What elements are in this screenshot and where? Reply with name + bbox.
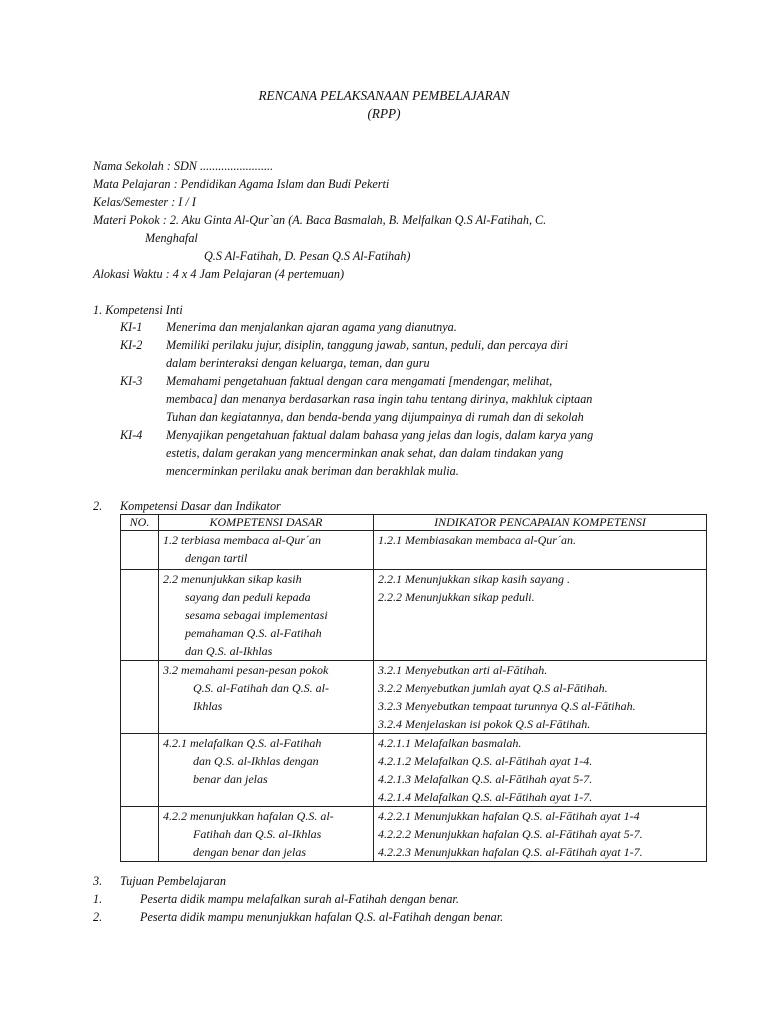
cell-line: 3.2.3 Menyebutkan tempaat turunnya Q.S al-Fātihah.: [378, 699, 636, 713]
row-number: [121, 570, 159, 661]
cell-line: 4.2.1 melafalkan Q.S. al-Fatihah: [163, 736, 322, 750]
cell-line: dengan benar dan jelas: [193, 845, 306, 859]
cell-line: dan Q.S. al-Ikhlas dengan: [193, 754, 319, 768]
basic-competence-cell: [159, 734, 374, 807]
competence-table: [120, 514, 707, 862]
cell-line: 4.2.2.1 Menunjukkan hafalan Q.S. al-Fātihah ayat 1-4: [378, 809, 640, 823]
row-number: [121, 807, 159, 862]
section-number: 2.: [93, 499, 103, 513]
cell-line: 4.2.1.3 Melafalkan Q.S. al-Fātihah ayat 5-7.: [378, 772, 593, 786]
cell-line: Fatihah dan Q.S. al-Ikhlas: [193, 827, 322, 841]
cell-line: 2.2.1 Menunjukkan sikap kasih sayang .: [378, 572, 570, 586]
indicator-cell: [374, 807, 707, 862]
row-number: [121, 531, 159, 570]
ki-code: KI-2: [120, 338, 143, 352]
ki-code: KI-4: [120, 428, 143, 442]
cell-line: 2.2.2 Menunjukkan sikap peduli.: [378, 590, 535, 604]
cell-line: 4.2.1.4 Melafalkan Q.S. al-Fātihah ayat 1-7.: [378, 790, 593, 804]
class-semester: Kelas/Semester : I / I: [93, 195, 196, 209]
indicator-cell: [374, 734, 707, 807]
column-header: INDIKATOR PENCAPAIAN KOMPETENSI: [374, 515, 707, 531]
cell-line: 4.2.2 menunjukkan hafalan Q.S. al-: [163, 809, 334, 823]
cell-line: 1.2.1 Membiasakan membaca al-Qur´an.: [378, 533, 576, 547]
cell-line: 3.2.2 Menyebutkan jumlah ayat Q.S al-Fātihah.: [378, 681, 608, 695]
cell-line: 3.2.1 Menyebutkan arti al-Fātihah.: [378, 663, 548, 677]
ki-text: Menyajikan pengetahuan faktual dalam bahasa yang jelas dan logis, dalam karya yang: [166, 428, 594, 442]
ki-text: membaca] dan menanya berdasarkan rasa ingin tahu tentang dirinya, makhluk ciptaan: [166, 392, 593, 406]
indicator-cell: [374, 531, 707, 570]
ki-text: Memahami pengetahuan faktual dengan cara mengamati [mendengar, melihat,: [166, 374, 553, 388]
table-row: [121, 734, 707, 807]
ki-text: Menerima dan menjalankan ajaran agama yang dianutnya.: [166, 320, 457, 334]
cell-line: 4.2.2.3 Menunjukkan hafalan Q.S. al-Fātihah ayat 1-7.: [378, 845, 643, 859]
cell-line: 1.2 terbiasa membaca al-Qur´an: [163, 533, 321, 547]
section-number: 3.: [93, 874, 103, 888]
cell-line: 3.2.4 Menjelaskan isi pokok Q.S al-Fātihah.: [378, 717, 591, 731]
basic-competence-cell: [159, 570, 374, 661]
cell-line: dan Q.S. al-Ikhlas: [185, 644, 273, 658]
table-header-row: [121, 515, 707, 531]
column-header: KOMPETENSI DASAR: [159, 515, 374, 531]
cell-line: 4.2.1.2 Melafalkan Q.S. al-Fātihah ayat 1-4.: [378, 754, 593, 768]
goal-text: Peserta didik mampu menunjukkan hafalan Q.S. al-Fatihah dengan benar.: [140, 910, 504, 924]
table-row: [121, 807, 707, 862]
table-row: [121, 531, 707, 570]
basic-competence-cell: [159, 531, 374, 570]
cell-line: 4.2.2.2 Menunjukkan hafalan Q.S. al-Fātihah ayat 5-7.: [378, 827, 643, 841]
indicator-cell: [374, 570, 707, 661]
time-allocation: Alokasi Waktu : 4 x 4 Jam Pelajaran (4 pertemuan): [93, 267, 345, 281]
goal-number: 1.: [93, 892, 103, 906]
cell-line: sayang dan peduli kepada: [185, 590, 311, 604]
goal-text: Peserta didik mampu melafalkan surah al-Fatihah dengan benar.: [140, 892, 459, 906]
subject-name: Mata Pelajaran : Pendidikan Agama Islam dan Budi Pekerti: [93, 177, 390, 191]
ki-text: Memiliki perilaku jujur, disiplin, tanggung jawab, santun, peduli, dan percaya diri: [166, 338, 569, 352]
cell-line: pemahaman Q.S. al-Fatihah: [185, 626, 322, 640]
cell-line: benar dan jelas: [193, 772, 268, 786]
ki-code: KI-3: [120, 374, 143, 388]
cell-line: 4.2.1.1 Melafalkan basmalah.: [378, 736, 522, 750]
basic-competence-cell: [159, 661, 374, 734]
main-material: Materi Pokok : 2. Aku Ginta Al-Qur`an (A. Baca Basmalah, B. Melfalkan Q.S Al-Fatihah, C.: [93, 213, 547, 227]
cell-line: 3.2 memahami pesan-pesan pokok: [163, 663, 329, 677]
table-row: [121, 570, 707, 661]
document-title: RENCANA PELAKSANAAN PEMBELAJARAN: [258, 88, 510, 103]
cell-line: Ikhlas: [193, 699, 223, 713]
cell-line: 2.2 menunjukkan sikap kasih: [163, 572, 302, 586]
ki-code: KI-1: [120, 320, 143, 334]
school-name: Nama Sekolah : SDN ........................: [93, 159, 274, 173]
main-material-cont: Q.S Al-Fatihah, D. Pesan Q.S Al-Fatihah): [204, 249, 411, 263]
row-number: [121, 734, 159, 807]
basic-competence-heading: Kompetensi Dasar dan Indikator: [120, 499, 281, 513]
goal-number: 2.: [93, 910, 103, 924]
column-header: NO.: [121, 515, 159, 531]
core-competence-heading: 1. Kompetensi Inti: [93, 303, 183, 317]
ki-text: dalam berinteraksi dengan keluarga, teman, dan guru: [166, 356, 430, 370]
ki-text: Tuhan dan kegiatannya, dan benda-benda yang dijumpainya di rumah dan di sekolah: [166, 410, 584, 424]
ki-text: mencerminkan perilaku anak beriman dan berakhlak mulia.: [166, 464, 459, 478]
main-material-cont: Menghafal: [145, 231, 198, 245]
cell-line: sesama sebagai implementasi: [185, 608, 328, 622]
cell-line: dengan tartil: [185, 551, 248, 565]
table-row: [121, 661, 707, 734]
ki-text: estetis, dalam gerakan yang mencerminkan anak sehat, dan dalam tindakan yang: [166, 446, 564, 460]
indicator-cell: [374, 661, 707, 734]
cell-line: Q.S. al-Fatihah dan Q.S. al-: [193, 681, 329, 695]
row-number: [121, 661, 159, 734]
document-subtitle: (RPP): [367, 106, 401, 121]
basic-competence-cell: [159, 807, 374, 862]
learning-goals-heading: Tujuan Pembelajaran: [120, 874, 226, 888]
